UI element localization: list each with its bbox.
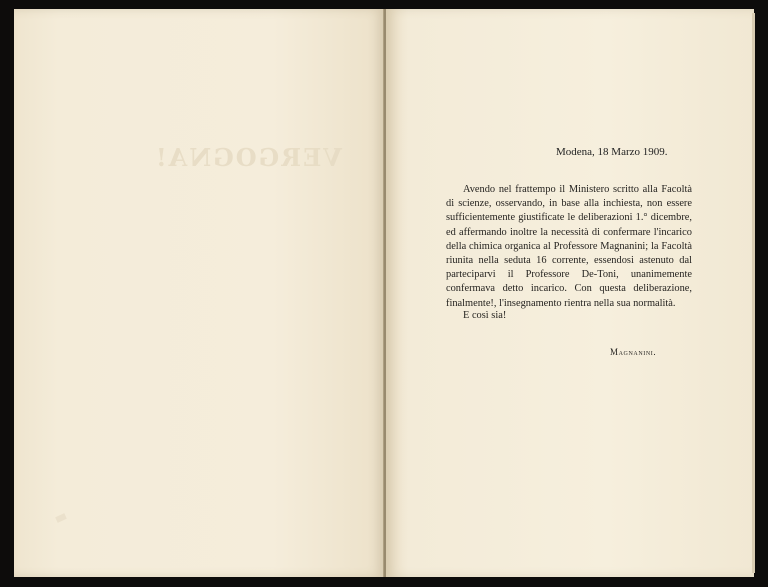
bleed-through-text: VERGOGNA! xyxy=(154,143,342,172)
left-page xyxy=(14,9,384,577)
letter-body: Avendo nel frattempo il Ministero scritto alla Facoltà di scienze, osservando, in base alla inchiesta, non essere sufficientemente giustificate le deliberazioni 1.° dicembre, ed affermando inoltre la necessità di confermare l'incarico della chimica organica al Professore Magnanini; la Facoltà riunita nella seduta 16 corrente, essendosi astenuto dal parteciparvi il Professore De-Toni, unanimemente confermava detto incarico. Con questa deliberazione, finalmente!, l'insegnamento rientra nella sua normalità. xyxy=(446,184,692,309)
closing-line: E così sia! xyxy=(463,310,507,321)
page-edge xyxy=(752,13,755,573)
signature: Magnanini. xyxy=(610,347,657,357)
date-line: Modena, 18 Marzo 1909. xyxy=(556,146,668,158)
